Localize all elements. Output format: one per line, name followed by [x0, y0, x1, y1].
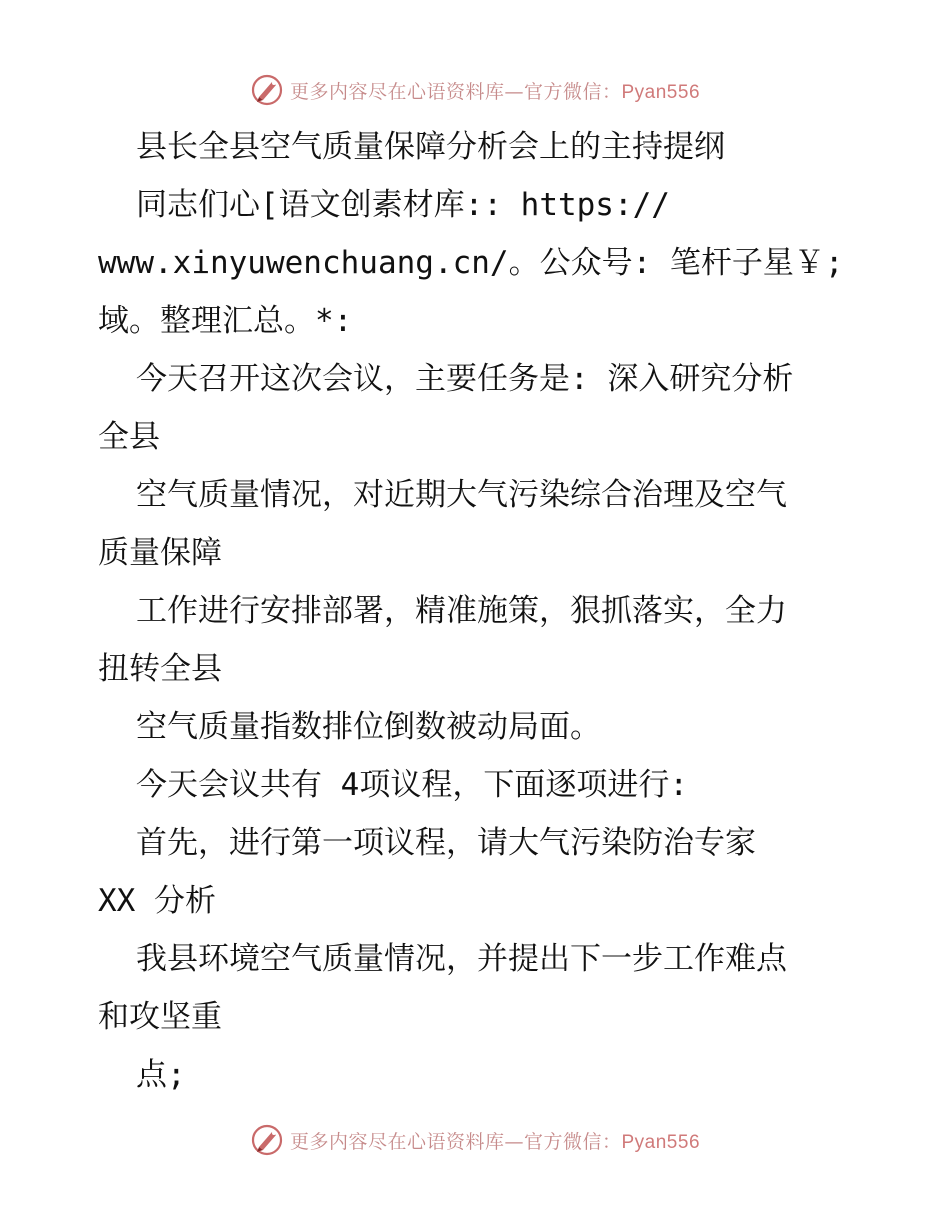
banner-text: 更多内容尽在心语资料库—官方微信： [289, 80, 622, 103]
text-line: 和攻坚重 [98, 999, 222, 1035]
footer-watermark-banner [0, 1120, 950, 1160]
text-line: 全县 [98, 419, 160, 455]
text-line: 质量保障 [98, 535, 222, 571]
text-line: 今天会议共有 4项议程，下面逐项进行: [136, 767, 688, 803]
document-body [98, 118, 858, 1104]
text-line: 工作进行安排部署，精准施策，狠抓落实，全力 [136, 593, 787, 629]
text-line: 空气质量指数排位倒数被动局面。 [136, 709, 601, 745]
text-line: 空气质量情况，对近期大气污染综合治理及空气 [136, 477, 787, 513]
banner-text: 更多内容尽在心语资料库—官方微信： [289, 1130, 622, 1153]
ink-pen-logo-icon [250, 73, 284, 107]
text-line: 首先，进行第一项议程，请大气污染防治专家 [136, 825, 756, 861]
wechat-id: Pyan556 [621, 81, 701, 103]
text-line: 同志们心[语文创素材库:: https:// [136, 187, 670, 223]
header-watermark-banner [0, 70, 950, 110]
document-title: 县长全县空气质量保障分析会上的主持提纲 [136, 129, 725, 165]
wechat-id: Pyan556 [621, 1131, 701, 1153]
ink-pen-logo-icon [250, 1123, 284, 1157]
text-line: 扭转全县 [98, 651, 222, 687]
text-line: 域。整理汇总。*: [98, 303, 353, 339]
text-line: 点; [136, 1057, 186, 1093]
text-line: www.xinyuwenchuang.cn/。公众号: 笔杆子星￥; [98, 245, 844, 281]
text-line: 今天召开这次会议，主要任务是: 深入研究分析 [136, 361, 794, 397]
text-line: 我县环境空气质量情况，并提出下一步工作难点 [136, 941, 787, 977]
text-line: XX 分析 [98, 883, 216, 919]
